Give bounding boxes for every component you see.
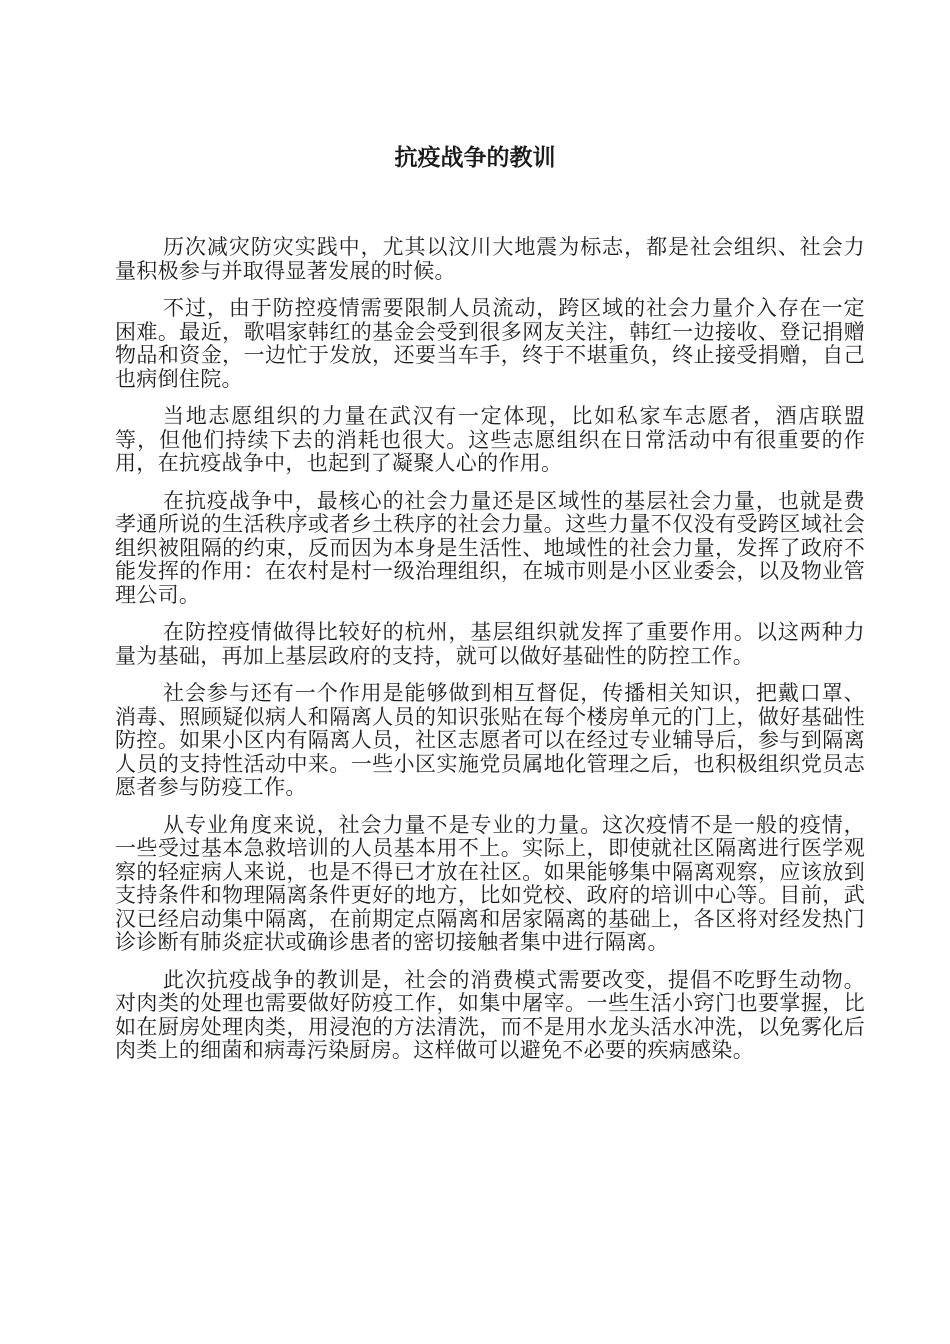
paragraph: 从专业角度来说，社会力量不是专业的力量。这次疫情不是一般的疫情，一些受过基本急救培训的人员基本用不上。实际上，即使就社区隔离进行医学观察的轻症病人来说，也是不得已才放在社区。如果能够集中隔离观察，应该放到支持条件和物理隔离条件更好的地方，比如党校、政府的培训中心等。目前，武汉已经启动集中隔离，在前期定点隔离和居家隔离的基础上，各区将对经发热门诊诊断有肺炎症状或确诊患者的密切接触者集中进行隔离。 (115, 812, 865, 954)
paragraph: 不过，由于防控疫情需要限制人员流动，跨区域的社会力量介入存在一定困难。最近，歌唱家韩红的基金会受到很多网友关注，韩红一边接收、登记捐赠物品和资金，一边忙于发放，还要当车手，终于不堪重负，终止接受捐赠，自己也病倒住院。 (115, 296, 865, 391)
page-title: 抗疫战争的教训 (394, 145, 556, 171)
paragraph: 在抗疫战争中，最核心的社会力量还是区域性的基层社会力量，也就是费孝通所说的生活秩序或者乡土秩序的社会力量。这些力量不仅没有受跨区域社会组织被阻隔的约束，反而因为本身是生活性、地域性的社会力量，发挥了政府不能发挥的作用：在农村是村一级治理组织，在城市则是小区业委会，以及物业管理公司。 (115, 488, 865, 607)
paragraph: 在防控疫情做得比较好的杭州，基层组织就发挥了重要作用。以这两种力量为基础，再加上基层政府的支持，就可以做好基础性的防控工作。 (115, 620, 865, 668)
paragraph: 此次抗疫战争的教训是，社会的消费模式需要改变，提倡不吃野生动物。对肉类的处理也需要做好防疫工作，如集中屠宰。一些生活小窍门也要掌握，比如在厨房处理肉类，用浸泡的方法清洗，而不是用水龙头活水冲洗，以免雾化后肉类上的细菌和病毒污染厨房。这样做可以避免不必要的疾病感染。 (115, 967, 865, 1062)
paragraph: 历次减灾防灾实践中，尤其以汶川大地震为标志，都是社会组织、社会力量积极参与并取得显著发展的时候。 (115, 235, 865, 283)
paragraph: 当地志愿组织的力量在武汉有一定体现，比如私家车志愿者，酒店联盟等，但他们持续下去的消耗也很大。这些志愿组织在日常活动中有很重要的作用，在抗疫战争中，也起到了凝聚人心的作用。 (115, 404, 865, 475)
article-body (115, 236, 865, 1077)
paragraph: 社会参与还有一个作用是能够做到相互督促，传播相关知识，把戴口罩、消毒、照顾疑似病人和隔离人员的知识张贴在每个楼房单元的门上，做好基础性防控。如果小区内有隔离人员，社区志愿者可以在经过专业辅导后，参与到隔离人员的支持性活动中来。一些小区实施党员属地化管理之后，也积极组织党员志愿者参与防疫工作。 (115, 681, 865, 799)
